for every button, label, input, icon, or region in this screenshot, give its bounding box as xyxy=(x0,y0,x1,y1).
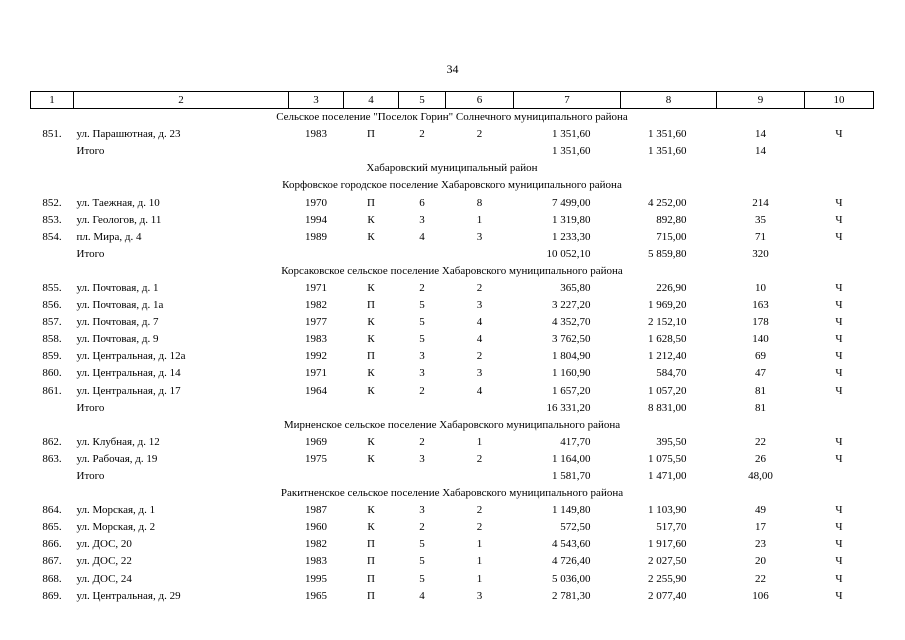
table-cell: 10 052,10 xyxy=(546,247,591,260)
table-cell: 1969 xyxy=(305,435,327,448)
table-cell: 4 352,70 xyxy=(552,316,591,329)
table-cell: Ч xyxy=(835,538,843,551)
table-cell: 4 543,60 xyxy=(552,538,591,551)
total-row xyxy=(31,468,874,485)
table-cell: ул. Парашютная, д. 23 xyxy=(76,128,181,141)
table-cell: 81 xyxy=(755,384,766,397)
table-cell: Итого xyxy=(76,247,105,260)
column-header-row xyxy=(31,92,874,109)
table-cell: 4 xyxy=(419,230,425,243)
table-cell: 853. xyxy=(42,213,62,226)
table-cell: 1987 xyxy=(305,504,327,517)
table-cell: 1 xyxy=(476,555,483,568)
table-cell: 5 859,80 xyxy=(648,247,687,260)
table-cell xyxy=(344,246,399,263)
table-cell: 864. xyxy=(42,504,62,517)
table-cell: 1983 xyxy=(305,128,327,141)
table-cell: 4 xyxy=(476,316,483,329)
section-heading: Корсаковское сельское поселение Хабаровского муниципального района xyxy=(281,264,623,277)
table-cell xyxy=(805,246,874,263)
table-cell: 3 xyxy=(476,367,483,380)
table-cell: 2 xyxy=(476,452,483,465)
table-cell: 1 351,60 xyxy=(648,145,687,158)
table-cell: 5 xyxy=(419,572,425,585)
table-cell xyxy=(344,468,399,485)
table-cell: 1 471,00 xyxy=(648,470,687,483)
table-cell: 14 xyxy=(755,145,766,158)
table-cell: 1982 xyxy=(305,299,327,312)
table-cell: 868. xyxy=(42,572,62,585)
table-cell: ул. ДОС, 24 xyxy=(76,572,132,585)
column-header: 8 xyxy=(621,92,717,109)
table-cell: 20 xyxy=(755,555,766,568)
table-cell: 1 628,50 xyxy=(648,333,687,346)
table-cell: 2 xyxy=(476,504,483,517)
table-row xyxy=(31,365,874,382)
table-cell: 866. xyxy=(42,538,62,551)
table-cell: 2 xyxy=(419,281,425,294)
table-cell: 3 xyxy=(419,350,425,363)
table-cell: 226,90 xyxy=(656,281,687,294)
table-cell: П xyxy=(367,589,375,602)
table-cell: Итого xyxy=(76,401,105,414)
section-heading-row xyxy=(31,177,874,194)
table-cell: 863. xyxy=(42,452,62,465)
table-cell: 4 xyxy=(419,589,425,602)
table-row xyxy=(31,434,874,451)
column-header: 7 xyxy=(514,92,621,109)
column-header: 6 xyxy=(446,92,514,109)
table-cell: 865. xyxy=(42,521,62,534)
table-cell: 6 xyxy=(419,196,425,209)
column-header: 4 xyxy=(344,92,399,109)
table-cell: 1965 xyxy=(305,589,327,602)
table-cell xyxy=(446,400,514,417)
table-cell: 5 xyxy=(419,555,425,568)
table-cell: П xyxy=(367,196,375,209)
table-cell: 5 xyxy=(419,316,425,329)
table-cell: 854. xyxy=(42,230,62,243)
table-cell: 1 351,60 xyxy=(552,145,591,158)
table-cell: 48,00 xyxy=(748,470,773,483)
table-cell: 1 075,50 xyxy=(648,452,687,465)
section-heading-row xyxy=(31,485,874,502)
table-cell xyxy=(344,400,399,417)
column-header: 3 xyxy=(289,92,344,109)
table-cell: 1 149,80 xyxy=(552,504,591,517)
table-cell: Ч xyxy=(835,435,843,448)
table-cell: Ч xyxy=(835,350,843,363)
table-cell xyxy=(805,468,874,485)
table-cell xyxy=(31,468,74,485)
table-row xyxy=(31,280,874,297)
table-cell: К xyxy=(367,384,375,397)
table-cell: К xyxy=(367,333,375,346)
table-cell: ул. Почтовая, д. 7 xyxy=(76,316,159,329)
table-cell: 26 xyxy=(755,452,766,465)
table-row xyxy=(31,588,874,605)
table-cell: 2 xyxy=(419,128,425,141)
table-cell: 2 077,40 xyxy=(648,589,687,602)
table-cell: ул. Центральная, д. 14 xyxy=(76,367,181,380)
table-cell: 2 xyxy=(419,521,425,534)
table-cell: П xyxy=(367,350,375,363)
table-cell: 1 xyxy=(476,213,483,226)
table-cell: 1983 xyxy=(305,333,327,346)
table-cell: 49 xyxy=(755,504,766,517)
total-row xyxy=(31,143,874,160)
table-cell: П xyxy=(367,572,375,585)
table-cell: Ч xyxy=(835,452,843,465)
table-cell: ул. Клубная, д. 12 xyxy=(76,435,160,448)
table-cell: ул. Морская, д. 2 xyxy=(76,521,156,534)
table-cell: К xyxy=(367,504,375,517)
table-cell: 517,70 xyxy=(656,521,687,534)
table-cell: Ч xyxy=(835,196,843,209)
table-cell: 1 319,80 xyxy=(552,213,591,226)
table-cell: 1 164,00 xyxy=(552,452,591,465)
table-cell: 23 xyxy=(755,538,766,551)
table-cell: ул. Таежная, д. 10 xyxy=(76,196,160,209)
table-cell: 1 212,40 xyxy=(648,350,687,363)
table-cell xyxy=(31,400,74,417)
table-cell: 892,80 xyxy=(656,213,687,226)
table-row xyxy=(31,229,874,246)
table-cell: 10 xyxy=(755,281,766,294)
table-cell: Ч xyxy=(835,572,843,585)
table-row xyxy=(31,536,874,553)
table-cell: 2 xyxy=(476,128,483,141)
table-cell: пл. Мира, д. 4 xyxy=(76,230,142,243)
table-cell: 81 xyxy=(755,401,766,414)
page-number: 34 xyxy=(446,62,459,76)
table-cell: 859. xyxy=(42,350,62,363)
table-cell: 584,70 xyxy=(656,367,687,380)
table-cell: Ч xyxy=(835,213,843,226)
table-cell: 1971 xyxy=(305,367,327,380)
table-cell: 395,50 xyxy=(656,435,687,448)
table-cell: 2 xyxy=(419,384,425,397)
table-cell: 214 xyxy=(752,196,769,209)
column-header: 1 xyxy=(31,92,74,109)
table-row xyxy=(31,314,874,331)
table-cell xyxy=(344,143,399,160)
table-cell: ул. ДОС, 22 xyxy=(76,555,132,568)
table-cell xyxy=(805,143,874,160)
table-row xyxy=(31,331,874,348)
table-cell: 7 499,00 xyxy=(552,196,591,209)
table-cell: К xyxy=(367,521,375,534)
table-cell: 1971 xyxy=(305,281,327,294)
table-cell: ул. Центральная, д. 12а xyxy=(76,350,186,363)
column-header: 2 xyxy=(74,92,289,109)
table-cell: Ч xyxy=(835,230,843,243)
table-row xyxy=(31,519,874,536)
table-cell: 22 xyxy=(755,435,766,448)
table-cell: Итого xyxy=(76,145,105,158)
table-cell xyxy=(399,468,446,485)
table-cell: 1 917,60 xyxy=(648,538,687,551)
table-cell xyxy=(31,246,74,263)
table-cell: 1995 xyxy=(305,572,327,585)
table-cell: 1 351,60 xyxy=(648,128,687,141)
table-cell: Ч xyxy=(835,504,843,517)
table-cell: Ч xyxy=(835,589,843,602)
table-row xyxy=(31,451,874,468)
table-cell: 3 xyxy=(476,589,483,602)
table-cell: Ч xyxy=(835,521,843,534)
table-cell: П xyxy=(367,128,375,141)
table-cell: ул. ДОС, 20 xyxy=(76,538,132,551)
table-cell: ул. Почтовая, д. 1 xyxy=(76,281,159,294)
table-cell: 860. xyxy=(42,367,62,380)
table-cell: 3 762,50 xyxy=(552,333,591,346)
table-cell: ул. Морская, д. 1 xyxy=(76,504,156,517)
table-cell: 2 xyxy=(476,350,483,363)
table-cell xyxy=(399,143,446,160)
table-cell: 1975 xyxy=(305,452,327,465)
table-cell xyxy=(399,246,446,263)
table-row xyxy=(31,502,874,519)
table-cell: 1989 xyxy=(305,230,327,243)
table-cell: 140 xyxy=(752,333,769,346)
table-cell: 8 831,00 xyxy=(648,401,687,414)
table-cell: 1 160,90 xyxy=(552,367,591,380)
table-cell: 320 xyxy=(752,247,769,260)
table-cell: 1992 xyxy=(305,350,327,363)
table-cell xyxy=(446,468,514,485)
table-cell: 1 057,20 xyxy=(648,384,687,397)
table-cell: 1 657,20 xyxy=(552,384,591,397)
table-cell: ул. Почтовая, д. 9 xyxy=(76,333,159,346)
table-cell xyxy=(289,143,344,160)
table-cell: 47 xyxy=(755,367,766,380)
table-cell: 1 804,90 xyxy=(552,350,591,363)
table-cell: 851. xyxy=(42,128,62,141)
table-cell: 4 252,00 xyxy=(648,196,687,209)
table-cell: 71 xyxy=(755,230,766,243)
table-cell xyxy=(289,468,344,485)
table-cell: Ч xyxy=(835,128,843,141)
table-row xyxy=(31,348,874,365)
table-cell xyxy=(446,143,514,160)
table-row xyxy=(31,212,874,229)
table-cell: Ч xyxy=(835,333,843,346)
table-cell: П xyxy=(367,538,375,551)
table-cell: Ч xyxy=(835,316,843,329)
table-cell: 2 xyxy=(476,521,483,534)
table-row xyxy=(31,383,874,400)
table-cell: 22 xyxy=(755,572,766,585)
table-row xyxy=(31,194,874,211)
table-cell: 5 xyxy=(419,333,425,346)
table-cell: К xyxy=(367,213,375,226)
table-cell: 3 xyxy=(419,367,425,380)
table-cell: ул. Почтовая, д. 1а xyxy=(76,299,164,312)
table-cell: 5 036,00 xyxy=(552,572,591,585)
table-cell: К xyxy=(367,316,375,329)
table-cell: Ч xyxy=(835,555,843,568)
table-cell xyxy=(289,400,344,417)
table-cell: 1960 xyxy=(305,521,327,534)
section-heading: Ракитненское сельское поселение Хабаровского муниципального района xyxy=(280,487,624,500)
table-cell: 858. xyxy=(42,333,62,346)
table-cell: 1 351,60 xyxy=(552,128,591,141)
column-header: 9 xyxy=(717,92,805,109)
table-cell: ул. Рабочая, д. 19 xyxy=(76,452,158,465)
table-cell: 2 xyxy=(419,435,425,448)
table-cell: 1977 xyxy=(305,316,327,329)
table-cell: П xyxy=(367,299,375,312)
table-cell: 1982 xyxy=(305,538,327,551)
table-cell: 1 xyxy=(476,538,483,551)
column-header: 10 xyxy=(805,92,874,109)
table-cell: 3 xyxy=(476,230,483,243)
table-cell: 2 255,90 xyxy=(648,572,687,585)
section-heading-row xyxy=(31,417,874,434)
table-cell: П xyxy=(367,555,375,568)
table-cell: 1 103,90 xyxy=(648,504,687,517)
table-cell: 857. xyxy=(42,316,62,329)
section-heading: Хабаровский муниципальный район xyxy=(366,162,538,175)
table-cell: 69 xyxy=(755,350,766,363)
table-cell: Ч xyxy=(835,384,843,397)
table-cell: 365,80 xyxy=(560,281,591,294)
table-cell xyxy=(446,246,514,263)
table-cell: 862. xyxy=(42,435,62,448)
table-cell: 1970 xyxy=(305,196,327,209)
table-cell: 3 xyxy=(476,299,483,312)
table-cell: 4 xyxy=(476,384,483,397)
table-cell xyxy=(31,143,74,160)
table-cell: 1983 xyxy=(305,555,327,568)
table-cell: 2 027,50 xyxy=(648,555,687,568)
table-cell: 855. xyxy=(42,281,62,294)
table-cell: 1 xyxy=(476,435,483,448)
table-cell: 852. xyxy=(42,196,62,209)
table-cell: Ч xyxy=(835,281,843,294)
table-cell: 8 xyxy=(476,196,483,209)
table-cell: К xyxy=(367,281,375,294)
column-header: 5 xyxy=(399,92,446,109)
table-cell: ул. Геологов, д. 11 xyxy=(76,213,162,226)
table-cell: К xyxy=(367,367,375,380)
total-row xyxy=(31,400,874,417)
housing-table xyxy=(30,91,874,605)
table-row xyxy=(31,571,874,588)
section-heading-row xyxy=(31,160,874,177)
table-cell xyxy=(289,246,344,263)
table-cell: 1 969,20 xyxy=(648,299,687,312)
table-cell: 1 581,70 xyxy=(552,470,591,483)
table-cell: 178 xyxy=(752,316,769,329)
table-cell: 4 xyxy=(476,333,483,346)
table-cell: К xyxy=(367,230,375,243)
table-row xyxy=(31,553,874,570)
table-cell: Ч xyxy=(835,367,843,380)
table-cell: 4 726,40 xyxy=(552,555,591,568)
section-heading: Корфовское городское поселение Хабаровского муниципального района xyxy=(282,179,622,192)
table-cell: 1964 xyxy=(305,384,327,397)
table-cell xyxy=(399,400,446,417)
table-cell: 35 xyxy=(755,213,766,226)
table-cell: 3 xyxy=(419,504,425,517)
table-cell: 17 xyxy=(755,521,766,534)
table-cell: К xyxy=(367,452,375,465)
table-cell: 3 227,20 xyxy=(552,299,591,312)
table-cell: 572,50 xyxy=(560,521,591,534)
table-cell: 163 xyxy=(752,299,769,312)
table-cell: 3 xyxy=(419,213,425,226)
table-cell: 861. xyxy=(42,384,62,397)
table-cell: 5 xyxy=(419,299,425,312)
table-cell: 2 xyxy=(476,281,483,294)
table-cell: 2 781,30 xyxy=(552,589,591,602)
total-row xyxy=(31,246,874,263)
table-cell: 14 xyxy=(755,128,766,141)
table-cell: 106 xyxy=(752,589,769,602)
table-cell: 5 xyxy=(419,538,425,551)
table-cell: Итого xyxy=(76,470,105,483)
table-cell: 417,70 xyxy=(560,435,591,448)
section-heading: Мирненское сельское поселение Хабаровского муниципального района xyxy=(283,418,621,431)
table-cell: 1 233,30 xyxy=(552,230,591,243)
section-heading: Сельское поселение "Поселок Горин" Солнечного муниципального района xyxy=(276,111,628,124)
table-cell: 2 152,10 xyxy=(648,316,687,329)
table-cell: 867. xyxy=(42,555,62,568)
table-row xyxy=(31,297,874,314)
table-cell: ул. Центральная, д. 29 xyxy=(76,589,181,602)
section-heading-row xyxy=(31,109,874,127)
table-cell: 3 xyxy=(419,452,425,465)
table-cell: 869. xyxy=(42,589,62,602)
section-heading-row xyxy=(31,263,874,280)
table-cell xyxy=(805,400,874,417)
table-cell: 715,00 xyxy=(656,230,687,243)
table-cell: 1 xyxy=(476,572,483,585)
table-cell: 16 331,20 xyxy=(546,401,591,414)
table-cell: 1994 xyxy=(305,213,327,226)
table-cell: Ч xyxy=(835,299,843,312)
table-cell: К xyxy=(367,435,375,448)
table-cell: 856. xyxy=(42,299,62,312)
table-row xyxy=(31,126,874,143)
table-cell: ул. Центральная, д. 17 xyxy=(76,384,181,397)
